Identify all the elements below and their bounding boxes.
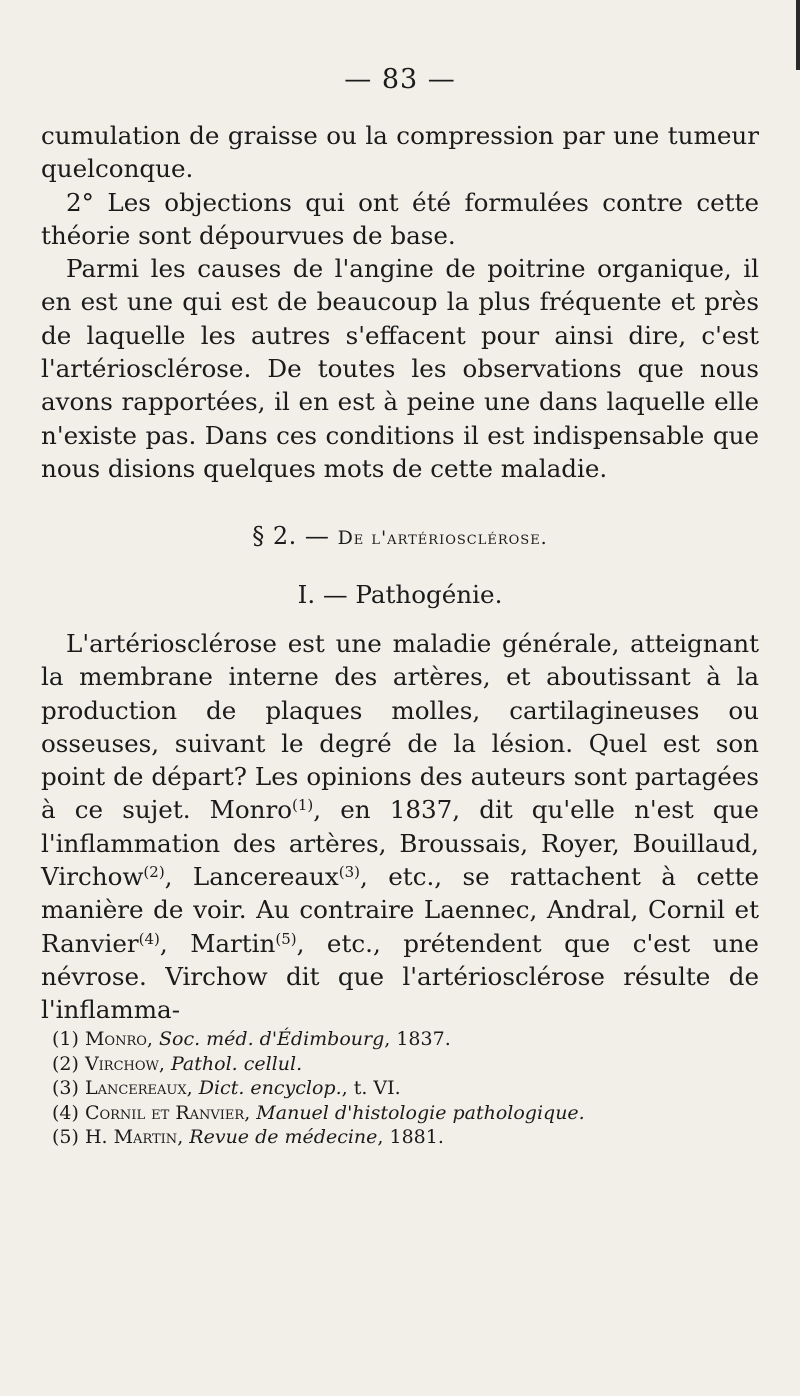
footnote-author: Lancereaux [84,1077,187,1099]
footnote-ref: (4) [138,929,160,948]
footnote-number: (1) [52,1028,85,1050]
text-run: L'artériosclérose est une maladie générale, atteignant la membrane interne des artères, et aboutissant à la production de plaques molles, cartilagineuses ou osseuses, suivant le degré de la lésion. Quel est son point de départ? Les opinions des auteurs sont partagées à ce sujet. Monro [41,629,759,825]
footnote-work: Dict. encyclop. [198,1077,342,1099]
footnote-separator: , [158,1052,171,1075]
footnote-separator: , [244,1101,257,1124]
footnote-work: Pathol. cellul. [171,1052,303,1075]
footnote [52,1076,772,1101]
footnote-number: (3) [52,1077,85,1099]
sub-heading: I. — Pathogénie. [297,580,503,609]
footnote [52,1125,772,1150]
text-block-lower [41,627,759,1027]
footnote-ref: (5) [275,929,297,948]
paragraph-pathogenie [41,627,759,1027]
page-edge-shadow [796,0,800,70]
text-run: , etc., se rattachent à cette manière de voir. Au contraire Laennec, Andral, Cornil et Ranvier [41,862,760,958]
footnote-number: (5) [52,1126,85,1148]
footnote-separator: , [186,1077,199,1099]
footnote-ref: (3) [338,863,361,882]
section-heading [0,522,800,550]
footnote-work: Revue de médecine [189,1126,378,1148]
paragraph-causes: Parmi les causes de l'angine de poitrine organique, il en est une qui est de beaucoup la plus fréquente et près de laquelle les autres s'effacent pour ainsi dire, c'est l'artériosclérose. De toutes les observations que nous avons rapportées, il en est à peine une dans laquelle elle n'existe pas. Dans ces conditions il est indispensable que nous disions quelques mots de cette maladie. [41,254,759,483]
page-number: — 83 — [344,64,456,95]
footnote-work: Soc. méd. d'Édimbourg [158,1028,385,1050]
footnote-ref: (2) [143,863,165,882]
footnote-author: Cornil et Ranvier [84,1101,245,1124]
section-number: § 2. — [252,522,338,550]
footnote-number: (2) [52,1052,85,1075]
footnote-separator: , [146,1028,159,1050]
text-run: , en 1837, dit qu'elle n'est que l'inflammation des artères, Broussais, Royer, Bouillaud, Virchow [41,795,759,892]
footnote-author: Monro [84,1028,147,1050]
section-title: De l'artériosclérose. [337,527,548,549]
footnote-rest: , 1881. [377,1126,444,1148]
footnote-ref: (1) [292,796,314,815]
footnote-rest: , t. VI. [341,1077,401,1099]
footnote [52,1027,772,1052]
footnote-rest: , 1837. [384,1028,451,1050]
text-block-upper [41,119,759,485]
footnote-separator: , [177,1126,190,1148]
continuation-paragraph: cumulation de graisse ou la compression par une tumeur quelconque. [41,121,759,184]
text-run: , Lancereaux [164,862,339,892]
paragraph-objections: 2° Les objections qui ont été formulées contre cette théorie sont dépourvues de base. [41,187,759,250]
footnote-number: (4) [52,1101,85,1124]
footnote [52,1052,772,1077]
footnote-author: H. Martin [84,1126,178,1148]
footnote [52,1101,772,1126]
text-run: , Martin [159,928,276,958]
footnote-work: Manuel d'histologie pathologique. [256,1101,585,1124]
footnote-author: Virchow [84,1052,159,1075]
footnotes [52,1027,772,1150]
text-run: , etc., prétendent que c'est une névrose. Virchow dit que l'artériosclérose résulte de l'inflamma- [41,928,759,1025]
